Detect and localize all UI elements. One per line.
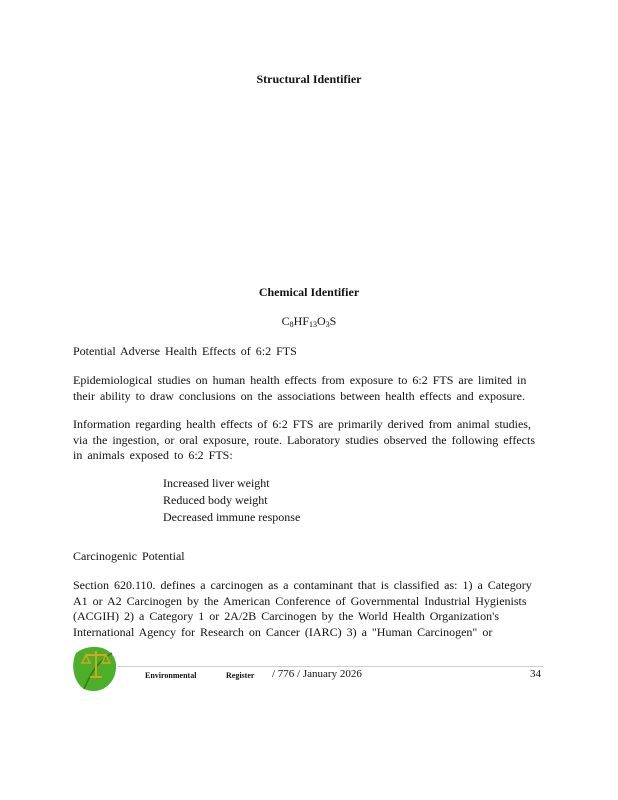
section-heading-effects: Potential Adverse Health Effects of 6:2 FTS: [73, 344, 297, 358]
footer-environmental: Environmental: [145, 671, 197, 680]
chemical-formula: $C_8HF_{13}O_3S$: [281, 314, 337, 329]
bullet-item: Increased liver weight: [163, 476, 270, 490]
paragraph-carcinogen-definition: Section 620.110. defines a carcinogen as a contaminant that is classified as: 1) a Category A1 or A2 Carcinogen by the American Conference of Governmental Industrial Hygienists (ACGIH) 2) a Category 1 or 2A/2B Carcinogen by the World Health Organization's International Agency for Research on Cancer (IARC) 3) a "Human Carcinogen" or: [73, 578, 532, 639]
paragraph-information: Information regarding health effects of 6:2 FTS are primarily derived from animal studies, via the ingestion, or oral exposure, route. Laboratory studies observed the following effects in animals exposed to 6:2 FTS:: [73, 417, 535, 462]
section-heading-carcinogenic: Carcinogenic Potential: [73, 549, 185, 563]
paragraph-epidemiological: Epidemiological studies on human health effects from exposure to 6:2 FTS are limited in their ability to draw conclusions on the associations between health effects and exposure.: [73, 373, 527, 403]
footer-divider: [118, 666, 543, 667]
chemical-identifier-heading: Chemical Identifier: [258, 285, 360, 299]
footer-issue: / 776 / January 2026: [272, 668, 362, 680]
bullet-item: Reduced body weight: [163, 493, 268, 507]
footer-register: Register: [226, 671, 255, 680]
structural-identifier-heading: Structural Identifier: [256, 72, 362, 86]
footer-page-number: 34: [530, 668, 541, 680]
leaf-scale-logo-icon: [72, 643, 122, 695]
bullet-item: Decreased immune response: [163, 510, 301, 524]
